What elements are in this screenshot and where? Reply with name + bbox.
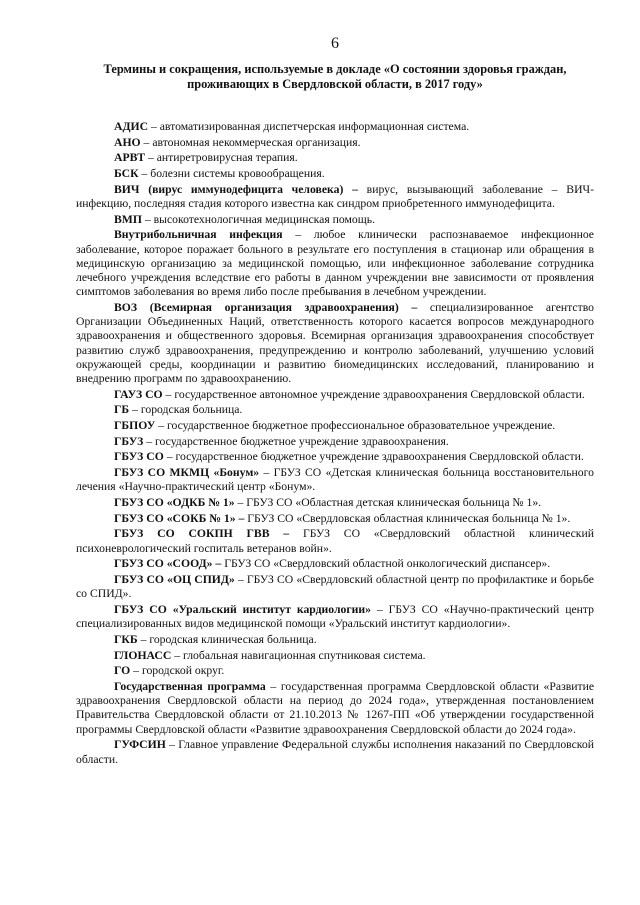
term-definition: – государственное бюджетное учреждение здравоохранения Свердловской области. (163, 450, 584, 464)
term: ГУФСИН (114, 738, 166, 752)
term: ГБУЗ СО «СООД» – (114, 557, 222, 571)
term-definition: – городская больница. (129, 403, 243, 417)
term: АДИС (114, 120, 149, 133)
term-entry (76, 435, 594, 449)
term: ГБУЗ СО «СОКБ № 1» – (114, 511, 245, 525)
term-entry (76, 136, 594, 150)
term-entry (76, 120, 594, 134)
term: ГБУЗ СО «Уральский институт кардиологии» (114, 603, 371, 616)
term: Внутрибольничная инфекция (114, 228, 283, 242)
term: ВОЗ (Всемирная организация здравоохранения) – (114, 300, 418, 314)
term: БСК (114, 167, 139, 181)
term-definition: – ГБУЗ СО «Свердловский областной центр по профилактике и борьбе со СПИД». (76, 573, 594, 601)
term-entry (76, 603, 594, 631)
term: ГБУЗ (114, 434, 144, 448)
term-definition: – государственная программа Свердловской области «Развитие здравоохранения Свердловской области на период до 2024 года», утвержденная постановлением Правительства Свердловской области от 21.10.2013 № 1267-ПП «Об утверждении государственной программы Свердловской области «Развитие здравоохранения Свердловской области до 2024 года». (76, 680, 595, 736)
document-title (76, 62, 594, 92)
term-entry (76, 633, 594, 647)
term-definition: – болезни системы кровообращения. (138, 167, 325, 181)
term-definition: – государственное автономное учреждение здравоохранения Свердловской области. (162, 387, 585, 401)
term-definition: специализированное агентство Организации Объединенных Наций, ответственность которого касается вопросов международного здравоохранения и общественного здоровья. Всемирная организация здравоохранения способствует развитию служб здравоохранения, предупреждению и контролю заболеваний, улучшению условий окружающей среды, координации и развитию биомедицинских исследований, планированию и внедрению программ по здравоохранению. (76, 300, 594, 385)
term-entry (76, 512, 594, 526)
term: ГКБ (114, 632, 138, 646)
term-definition: вирус, вызывающий заболевание – ВИЧ-инфекцию, последняя стадия которого известна как синдром приобретенного иммунодефицита. (76, 182, 594, 211)
term: АРВТ (114, 151, 146, 165)
term-definition: – автономная некоммерческая организация. (140, 135, 361, 149)
term-entry (76, 496, 594, 510)
term-entry (76, 403, 594, 417)
term-definition: ГБУЗ СО «Свердловский областной клинический психоневрологический госпиталь ветеранов войн». (76, 527, 594, 555)
term-definition: – государственное бюджетное учреждение здравоохранения. (143, 434, 449, 448)
term-definition: – любое клинически распознаваемое инфекционное заболевание, которое поражает больного в результате его поступления в стационар или обращения в медицинскую организацию за медицинской помощью, или инфекционное заболевание сотрудника лечебного учреждения вследствие его работы в данном учреждении вне зависимости от проявления симптомов заболевания во время либо после пребывания в лечебном учреждении. (76, 228, 594, 299)
term-definition: – городская клиническая больница. (137, 632, 317, 646)
title-line-1: Термины и сокращения, используемые в докладе «О состоянии здоровья граждан, (103, 62, 567, 76)
term: ГБУЗ СО «ОЦ СПИД» (114, 573, 235, 587)
term-entry (76, 213, 594, 227)
term: ВМП (114, 212, 142, 226)
term-definition: – ГБУЗ СО «Научно-практический центр специализированных видов медицинской помощи «Уральский институт кардиологии». (76, 603, 594, 631)
term-entry (76, 466, 594, 494)
term-definition: – ГБУЗ СО «Детская клиническая больница восстановительного лечения «Научно-практический центр «Бонум». (76, 466, 594, 494)
term-entry (76, 167, 594, 181)
term-definition: – глобальная навигационная спутниковая система. (171, 648, 426, 662)
term-entry (76, 228, 594, 299)
term-entry (76, 680, 594, 737)
term: ГБУЗ СО «ОДКБ № 1» (114, 496, 235, 510)
term: Государственная программа (114, 680, 266, 694)
title-line-2: проживающих в Свердловской области, в 2017 году» (187, 77, 483, 91)
term-entry (76, 573, 594, 601)
term-definition: ГБУЗ СО «Свердловская областная клиническая больница № 1». (244, 511, 571, 525)
term-definition: – антиретровирусная терапия. (145, 151, 298, 165)
term: ГАУЗ СО (114, 387, 163, 401)
term-definition: – автоматизированная диспетчерская информационная система. (148, 120, 470, 133)
terms-list (76, 120, 594, 767)
term-entry (76, 738, 594, 766)
page-number: 6 (331, 35, 339, 52)
term: АНО (114, 135, 141, 149)
term: ГБУЗ СО (114, 450, 164, 464)
term: ГО (114, 664, 131, 678)
term: ГБУЗ СО МКМЦ «Бонум» (114, 466, 260, 480)
term: ВИЧ (вирус иммунодефицита человека) – (114, 182, 358, 196)
term-definition: – государственное бюджетное профессиональное образовательное учреждение. (155, 419, 556, 433)
term-entry (76, 450, 594, 464)
term: ГЛОНАСС (114, 648, 172, 662)
term-definition: – ГБУЗ СО «Областная детская клиническая больница № 1». (234, 496, 542, 510)
term-definition: ГБУЗ СО «Свердловский областной онкологический диспансер». (221, 557, 551, 571)
term-entry (76, 183, 594, 211)
term-definition: – Главное управление Федеральной службы исполнения наказаний по Свердловской области. (76, 738, 594, 766)
term-entry (76, 151, 594, 165)
term-entry (76, 664, 594, 678)
term-definition: – городской округ. (130, 664, 225, 678)
term-entry (76, 419, 594, 433)
term: ГБУЗ СО СОКПН ГВВ – (114, 527, 290, 541)
term: ГБ (114, 403, 130, 417)
term-entry (76, 527, 594, 555)
term-entry (76, 557, 594, 571)
term-entry (76, 388, 594, 402)
term-entry (76, 649, 594, 663)
term-definition: – высокотехнологичная медицинская помощь. (141, 212, 375, 226)
term-entry (76, 301, 594, 386)
term: ГБПОУ (114, 419, 156, 433)
